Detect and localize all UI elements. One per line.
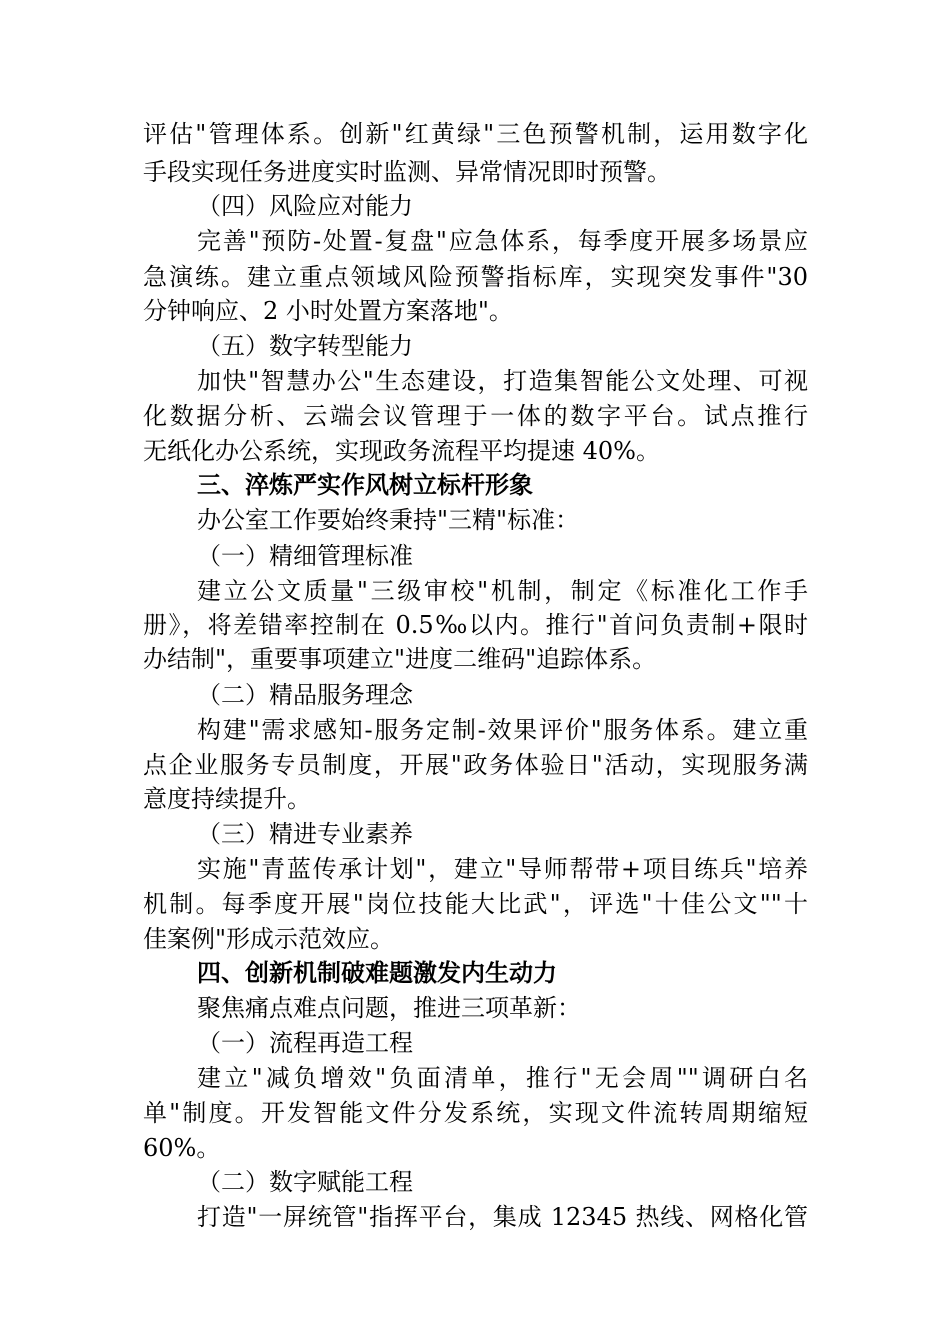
paragraph-line: 完善"预防-处置-复盘"应急体系，每季度开展多场景应 <box>197 227 808 255</box>
paragraph-line: 评估"管理体系。创新"红黄绿"三色预警机制，运用数字化 <box>143 120 808 148</box>
paragraph-line: 点企业服务专员制度，开展"政务体验日"活动，实现服务满 <box>143 751 808 779</box>
paragraph-line: 单"制度。开发智能文件分发系统，实现文件流转周期缩短 <box>143 1099 808 1127</box>
paragraph-line: 分钟响应、2 小时处置方案落地"。 <box>143 297 513 325</box>
subheading: （五）数字转型能力 <box>197 332 413 360</box>
paragraph-line: 无纸化办公系统，实现政务流程平均提速 40%。 <box>143 437 660 465</box>
paragraph-line: 聚焦痛点难点问题，推进三项革新： <box>197 994 581 1022</box>
paragraph-line: 佳案例"形成示范效应。 <box>143 925 395 953</box>
paragraph-line: 建立"减负增效"负面清单，推行"无会周""调研白名 <box>197 1064 808 1092</box>
paragraph-line: 册》，将差错率控制在 0.5‰以内。推行"首问负责制+限时 <box>143 611 808 639</box>
paragraph-line: 构建"需求感知-服务定制-效果评价"服务体系。建立重 <box>197 716 808 744</box>
subheading: （四）风险应对能力 <box>197 192 413 220</box>
subheading: （一）精细管理标准 <box>197 542 413 570</box>
paragraph-line: 60%。 <box>143 1134 221 1162</box>
paragraph-line: 打造"一屏统管"指挥平台，集成 12345 热线、网格化管 <box>197 1203 808 1231</box>
paragraph-line: 手段实现任务进度实时监测、异常情况即时预警。 <box>143 158 671 186</box>
subheading: （一）流程再造工程 <box>197 1029 413 1057</box>
subheading: （二）数字赋能工程 <box>197 1168 413 1196</box>
paragraph-line: 加快"智慧办公"生态建设，打造集智能公文处理、可视 <box>197 367 808 395</box>
section-heading: 三、淬炼严实作风树立标杆形象 <box>197 471 533 499</box>
paragraph-line: 急演练。建立重点领域风险预警指标库，实现突发事件"30 <box>143 263 808 291</box>
paragraph-line: 实施"青蓝传承计划"，建立"导师帮带+项目练兵"培养 <box>197 855 808 883</box>
paragraph-line: 办结制"，重要事项建立"进度二维码"追踪体系。 <box>143 645 657 673</box>
subheading: （三）精进专业素养 <box>197 820 413 848</box>
paragraph-line: 建立公文质量"三级审校"机制，制定《标准化工作手 <box>197 577 808 605</box>
paragraph-line: 办公室工作要始终秉持"三精"标准： <box>197 506 580 534</box>
paragraph-line: 机制。每季度开展"岗位技能大比武"，评选"十佳公文""十 <box>143 890 808 918</box>
paragraph-line: 化数据分析、云端会议管理于一体的数字平台。试点推行 <box>143 402 808 430</box>
section-heading: 四、创新机制破难题激发内生动力 <box>197 959 557 987</box>
paragraph-line: 意度持续提升。 <box>143 785 311 813</box>
subheading: （二）精品服务理念 <box>197 681 413 709</box>
